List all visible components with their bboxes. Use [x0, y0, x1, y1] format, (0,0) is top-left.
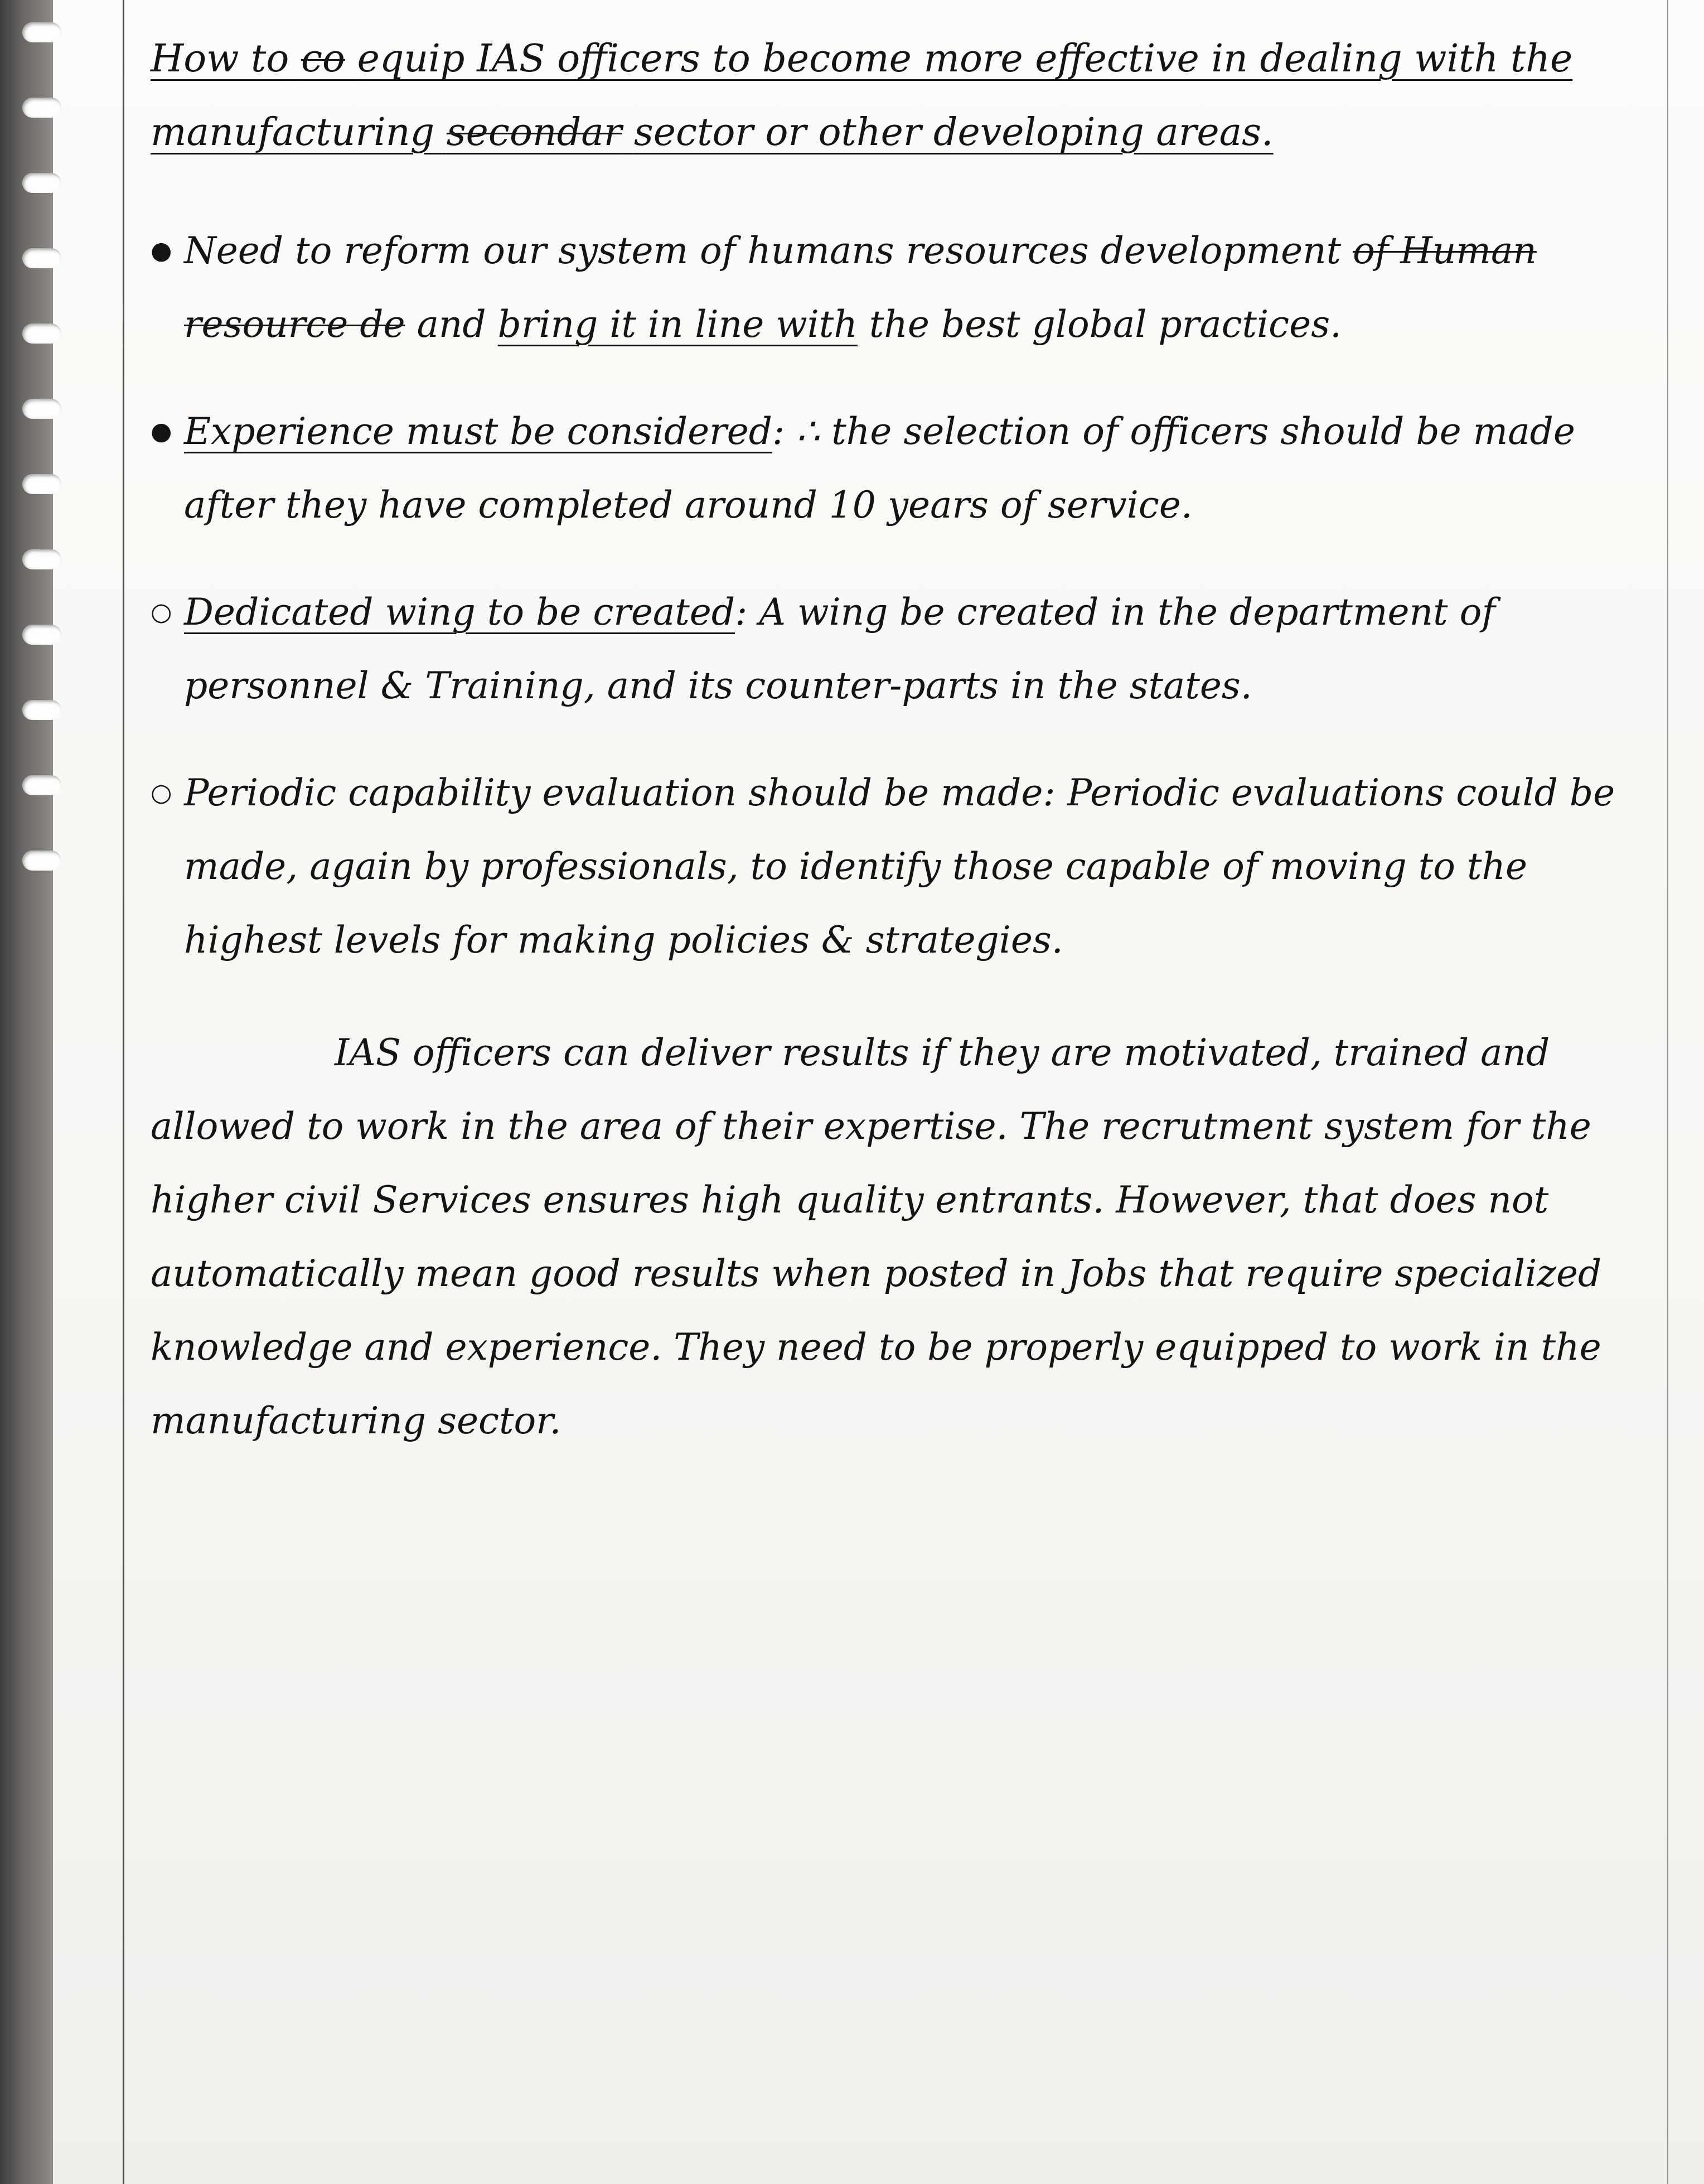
binding-hole [22, 851, 61, 871]
heading-middle: equip IAS officers to become more effective in dealing with the manufacturing [151, 37, 1573, 154]
bullet-icon: ● [151, 417, 172, 446]
binding-hole [22, 173, 61, 193]
bullet-text: and [417, 303, 486, 346]
binding-hole [22, 700, 61, 720]
binding-hole [22, 474, 61, 494]
bullet-item [151, 576, 1634, 723]
heading-struck-word: secondar [446, 110, 622, 154]
binding-hole [22, 22, 61, 42]
binding-hole [22, 323, 61, 344]
struck-text: of Human resource de [184, 229, 1537, 346]
bullet-icon: ● [151, 236, 172, 265]
bullet-text: the selection of officers should be made after they have completed around 10 years of service. [184, 410, 1575, 526]
bullet-icon: ○ [151, 779, 172, 807]
bullet-separator: : [1043, 771, 1056, 814]
bullet-title: Experience must be considered [184, 410, 773, 453]
bullet-icon: ○ [151, 598, 172, 626]
heading-intro: How to [151, 37, 289, 81]
conclusion-paragraph: IAS officers can deliver results if they are motivated, trained and allowed to work in the area of their expertise. The recrutment system for the higher civil Services ensures high quality entrants. However, that does not automatically mean good results when posted in Jobs that require specialized knowledge and experience. They need to be properly equipped to work in the manufacturing sector. [151, 1031, 1602, 1442]
bullet-separator: : ∴ [772, 410, 820, 453]
bullet-separator: : [735, 591, 748, 634]
page-heading [151, 22, 1634, 170]
bullet-item [151, 214, 1634, 361]
bullet-text: Need to reform our system of humans resources development [184, 229, 1342, 272]
bullet-item [151, 395, 1634, 542]
heading-struck-word: co [301, 37, 345, 81]
binding-hole [22, 98, 61, 118]
bullet-title: Dedicated wing to be created [184, 591, 735, 634]
binding-hole [22, 775, 61, 795]
binding-hole [22, 625, 61, 645]
right-margin-rule [1667, 0, 1668, 2184]
bullet-title: Periodic capability evaluation should be made [184, 771, 1043, 814]
heading-end: sector or other developing areas. [633, 110, 1274, 154]
underlined-text: bring it in line with [497, 303, 858, 346]
handwritten-content [151, 22, 1634, 1458]
bullet-item [151, 756, 1634, 977]
binding-hole [22, 248, 61, 268]
bullet-text: A wing be created in the department of personnel & Training, and its counter-parts in the states. [184, 591, 1495, 707]
bullet-text: Periodic evaluations could be made, again by professionals, to identify those capable of moving to the highest levels for making policies & strategies. [184, 771, 1615, 961]
binding-hole [22, 399, 61, 419]
spiral-binding [0, 0, 53, 2184]
binding-hole [22, 549, 61, 569]
margin-rule [123, 0, 124, 2184]
bullet-text: the best global practices. [869, 303, 1342, 346]
